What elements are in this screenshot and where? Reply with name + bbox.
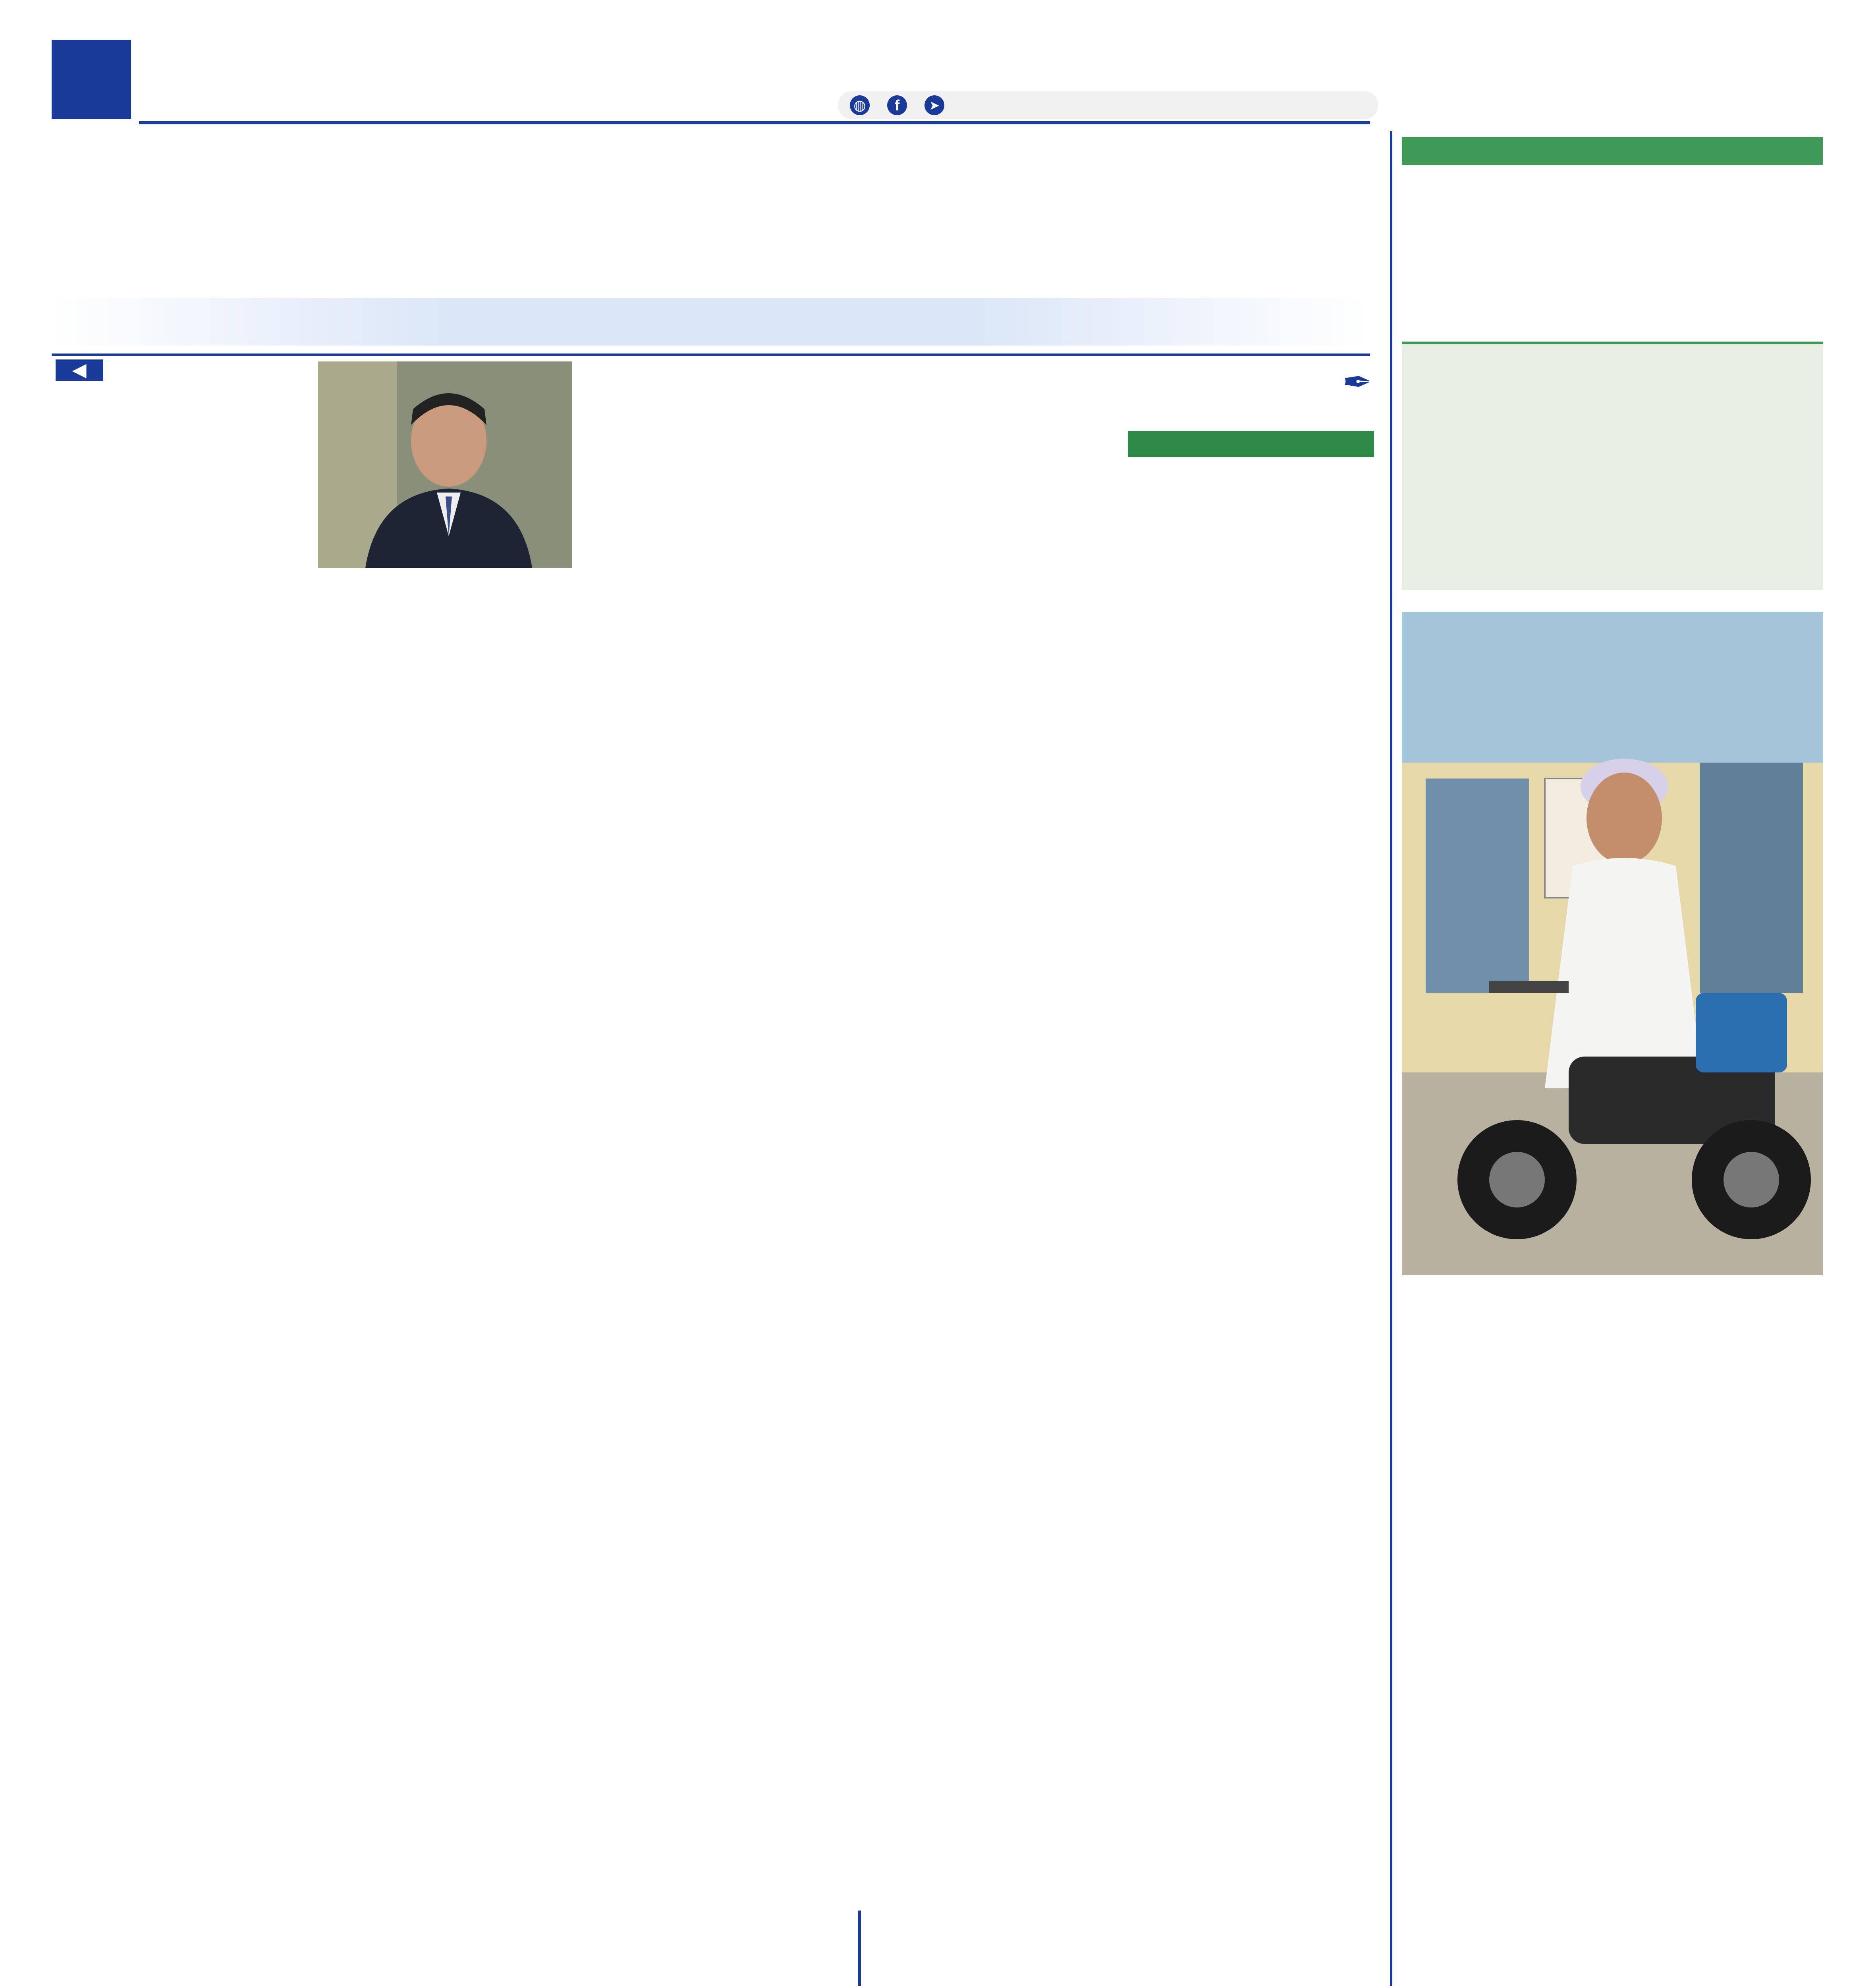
conclusion-text bbox=[873, 1915, 1373, 1986]
telegram-icon: ➤ bbox=[924, 95, 944, 115]
side-divider bbox=[1390, 131, 1392, 1986]
side-rubric bbox=[1402, 137, 1823, 165]
side-lead-text bbox=[1414, 352, 1811, 586]
main-subtitle bbox=[52, 298, 1370, 346]
main-column-4 bbox=[858, 361, 1112, 1903]
headline-rule bbox=[52, 354, 1370, 356]
portrait-illustration bbox=[318, 361, 572, 568]
woman-motorcycle-illustration bbox=[1402, 612, 1823, 1275]
main-column-2 bbox=[318, 574, 572, 1986]
main-column-3 bbox=[588, 361, 842, 1986]
continued-from-page: ◀ bbox=[56, 359, 103, 381]
side-column-b bbox=[1618, 1287, 1823, 1986]
author-photo bbox=[318, 361, 572, 568]
social-bar bbox=[838, 91, 1378, 119]
contest-logo bbox=[1128, 361, 1374, 465]
main-column-1 bbox=[56, 387, 302, 1986]
page-number-badge bbox=[52, 40, 131, 119]
page-header bbox=[52, 40, 1827, 127]
side-column-a bbox=[1402, 1287, 1604, 1986]
conclusion-box bbox=[858, 1911, 1377, 1986]
facebook-icon: f bbox=[887, 95, 907, 115]
contest-tag bbox=[1128, 431, 1374, 457]
side-lead-box bbox=[1402, 342, 1823, 590]
side-photo bbox=[1402, 612, 1823, 1275]
globe-icon: ◍ bbox=[850, 95, 870, 115]
header-rule bbox=[139, 121, 1370, 124]
pen-icon: ✒ bbox=[1342, 363, 1372, 402]
main-column-5 bbox=[1128, 477, 1374, 1903]
